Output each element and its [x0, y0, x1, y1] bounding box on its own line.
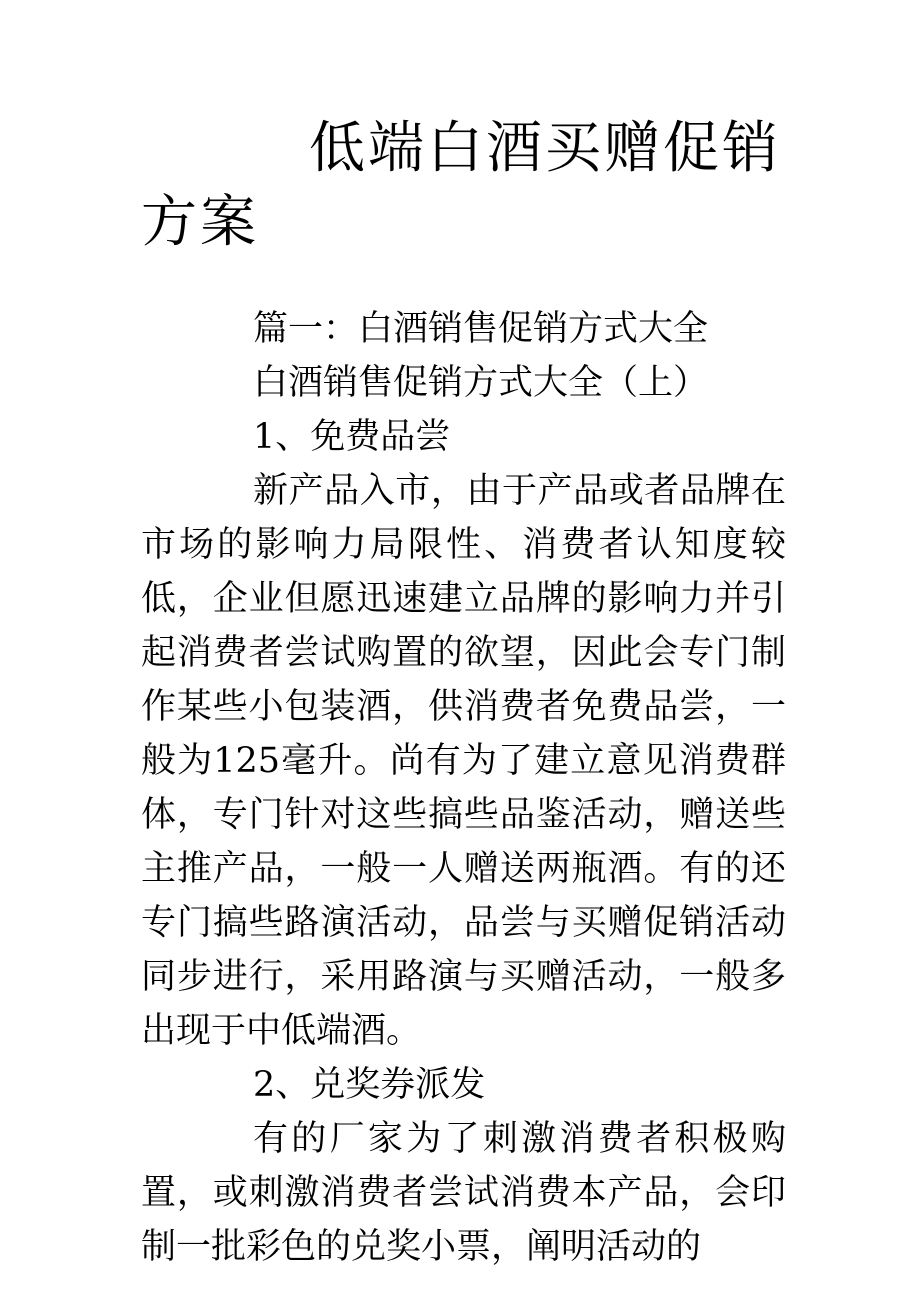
- document-title: 低端白酒买赠促销方案: [141, 116, 781, 255]
- item-heading-2: 2、兑奖券派发: [253, 1065, 486, 1105]
- item-heading-1: 1、免费品尝: [253, 417, 451, 457]
- body-paragraph-1: 新产品入市，由于产品或者品牌在市场的影响力局限性、消费者认知度较低，企业但愿迅速建立品牌的影响力并引起消费者尝试购置的欲望，因此会专门制作某些小包装酒，供消费者免费品尝，一般为125毫升。尚有为了建立意见消费群体，专门针对这些搞些品鉴活动，赠送些主推产品，一般一人赠送两瓶酒。有的还专门搞些路演活动，品尝与买赠促销活动同步进行，采用路演与买赠活动，一般多出现于中低端酒。: [141, 471, 786, 1051]
- section-heading: 篇一：白酒销售促销方式大全: [253, 309, 709, 349]
- body-paragraph-2: 有的厂家为了刺激消费者积极购置，或刺激消费者尝试消费本产品，会印制一批彩色的兑奖小票，阐明活动的: [141, 1119, 786, 1267]
- document-body: [141, 302, 786, 1274]
- subsection-heading: 白酒销售促销方式大全（上）: [253, 363, 709, 403]
